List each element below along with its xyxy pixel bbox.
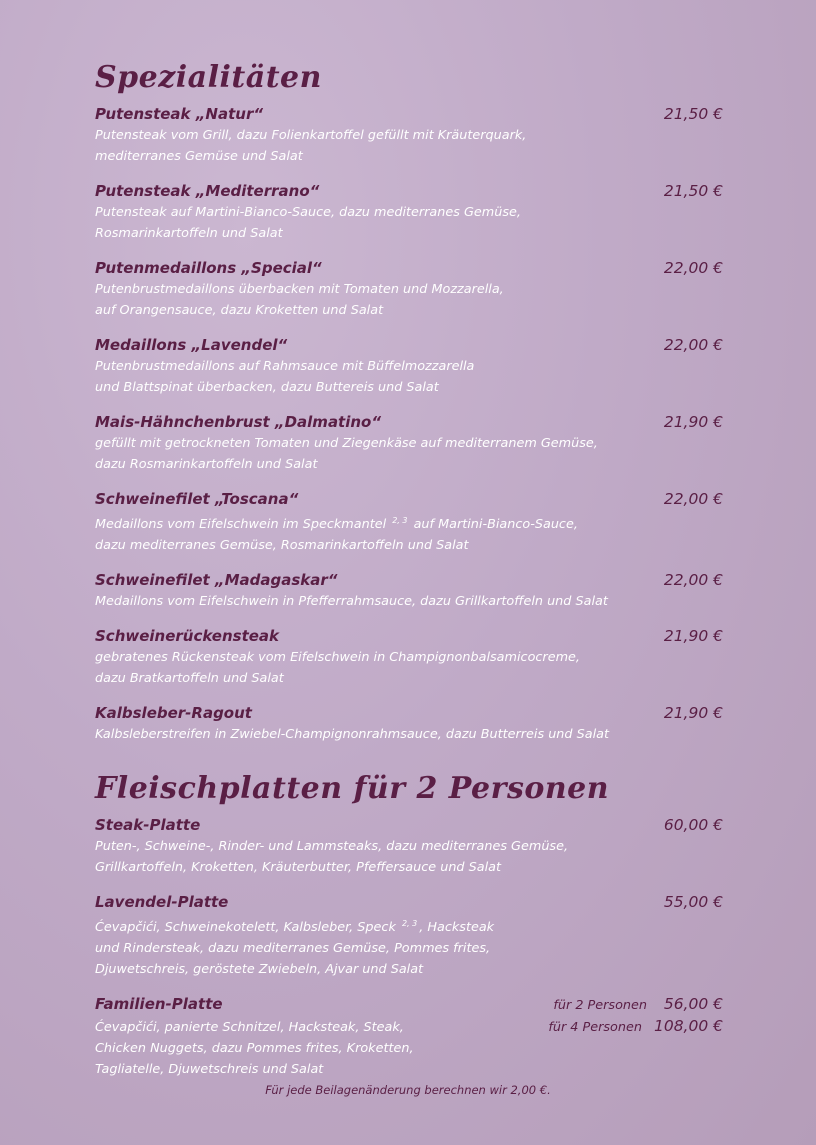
menu-item [95, 412, 723, 475]
desc-line: auf Orangensauce, dazu Kroketten und Salat [95, 303, 384, 318]
dish-description [95, 724, 723, 745]
dish-name: Schweinerückensteak [95, 627, 280, 645]
desc-line [95, 913, 723, 938]
dish-name: Medaillons „Lavendel“ [95, 336, 288, 354]
dish-name: Putensteak „Mediterrano“ [95, 182, 320, 200]
desc-text: , Hacksteak [419, 920, 495, 935]
menu-item [95, 489, 723, 556]
desc-line: Puten-, Schweine-, Rinder- und Lammsteaks, dazu mediterranes Gemüse, [95, 839, 569, 854]
dish-price: 21,90 € [663, 627, 723, 645]
desc-text: Ćevapčići, Schweinekotelett, Kalbsleber, Speck [95, 920, 396, 935]
dish-description [95, 202, 723, 244]
price-row [548, 1016, 723, 1038]
dish-price: 21,50 € [663, 182, 723, 200]
dish-description [95, 356, 723, 398]
desc-line: Djuwetschreis, geröstete Zwiebeln, Ajvar und Salat [95, 962, 424, 977]
dish-description [95, 836, 723, 878]
menu-item [95, 181, 723, 244]
menu-item [95, 258, 723, 321]
menu-item [95, 703, 723, 745]
desc-line: Putenbrustmedaillons überbacken mit Tomaten und Mozzarella, [95, 282, 504, 297]
desc-text: Medaillons vom Eifelschwein im Speckmantel [95, 517, 387, 532]
allergen-footnote: 2, 3 [401, 919, 418, 928]
dish-description [95, 125, 723, 167]
dish-description [95, 1017, 414, 1080]
dish-description [95, 510, 723, 556]
dish-price: 22,00 € [663, 490, 723, 508]
menu-page [95, 58, 723, 1080]
dish-price: 21,90 € [663, 413, 723, 431]
dish-price: 22,00 € [663, 336, 723, 354]
dish-description [95, 913, 723, 980]
price-row [553, 994, 723, 1016]
desc-line: dazu mediterranes Gemüse, Rosmarinkartoffeln und Salat [95, 538, 469, 553]
menu-item [95, 815, 723, 878]
desc-line: Putenbrustmedaillons auf Rahmsauce mit Büffelmozzarella [95, 359, 475, 374]
section-title-fleischplatten: Fleischplatten für 2 Personen [95, 771, 610, 806]
desc-line: Putensteak vom Grill, dazu Folienkartoffel gefüllt mit Kräuterquark, [95, 128, 527, 143]
menu-item [95, 570, 723, 612]
portion-label: für 4 Personen [548, 1020, 642, 1035]
dish-price: 22,00 € [663, 259, 723, 277]
menu-item [95, 994, 723, 1080]
desc-line: Chicken Nuggets, dazu Pommes frites, Kroketten, [95, 1041, 414, 1056]
dish-name: Mais-Hähnchenbrust „Dalmatino“ [95, 413, 382, 431]
dish-price: 55,00 € [663, 893, 723, 911]
menu-item [95, 104, 723, 167]
price-list [548, 1016, 723, 1080]
dish-name: Putensteak „Natur“ [95, 105, 263, 123]
desc-text: auf Martini-Bianco-Sauce, [413, 517, 578, 532]
desc-line: und Rindersteak, dazu mediterranes Gemüse, Pommes frites, [95, 941, 491, 956]
dish-price: 21,90 € [663, 704, 723, 722]
dish-description [95, 433, 723, 475]
section-title-spezialitaeten: Spezialitäten [95, 60, 322, 95]
portion-label: für 2 Personen [553, 998, 647, 1013]
dish-name: Steak-Platte [95, 816, 201, 834]
desc-line: Kalbsleberstreifen in Zwiebel-Champignonrahmsauce, dazu Butterreis und Salat [95, 727, 609, 742]
desc-line: und Blattspinat überbacken, dazu Buttereis und Salat [95, 380, 439, 395]
desc-line: Tagliatelle, Djuwetschreis und Salat [95, 1062, 324, 1077]
dish-description [95, 647, 723, 689]
dish-name: Schweinefilet „Madagaskar“ [95, 571, 338, 589]
dish-name: Schweinefilet „Toscana“ [95, 490, 299, 508]
dish-name: Putenmedaillons „Special“ [95, 259, 322, 277]
dish-price: 60,00 € [663, 816, 723, 834]
desc-line: Putensteak auf Martini-Bianco-Sauce, dazu mediterranes Gemüse, [95, 205, 521, 220]
menu-item [95, 626, 723, 689]
dish-name: Familien-Platte [95, 995, 223, 1013]
dish-price: 108,00 € [653, 1017, 723, 1035]
dish-name: Lavendel-Platte [95, 893, 229, 911]
dish-name: Kalbsleber-Ragout [95, 704, 252, 722]
allergen-footnote: 2, 3 [392, 516, 408, 525]
desc-line: gefüllt mit getrockneten Tomaten und Ziegenkäse auf mediterranem Gemüse, [95, 436, 598, 451]
dish-price: 21,50 € [663, 105, 723, 123]
desc-line: dazu Rosmarinkartoffeln und Salat [95, 457, 318, 472]
dish-price: 56,00 € [663, 995, 723, 1013]
menu-item [95, 892, 723, 980]
footnote: Für jede Beilagenänderung berechnen wir 2,00 €. [265, 1083, 551, 1097]
menu-item [95, 335, 723, 398]
desc-line: gebratenes Rückensteak vom Eifelschwein in Champignonbalsamicocreme, [95, 650, 580, 665]
desc-line: Rosmarinkartoffeln und Salat [95, 226, 283, 241]
desc-line: Grillkartoffeln, Kroketten, Kräuterbutter, Pfeffersauce und Salat [95, 860, 502, 875]
dish-price: 22,00 € [663, 571, 723, 589]
desc-line [95, 510, 723, 535]
dish-description [95, 591, 723, 612]
desc-line: mediterranes Gemüse und Salat [95, 149, 303, 164]
desc-line: Medaillons vom Eifelschwein in Pfefferrahmsauce, dazu Grillkartoffeln und Salat [95, 594, 608, 609]
desc-line: dazu Bratkartoffeln und Salat [95, 671, 284, 686]
desc-line: Ćevapčići, panierte Schnitzel, Hacksteak, Steak, [95, 1020, 404, 1035]
dish-description [95, 279, 723, 321]
